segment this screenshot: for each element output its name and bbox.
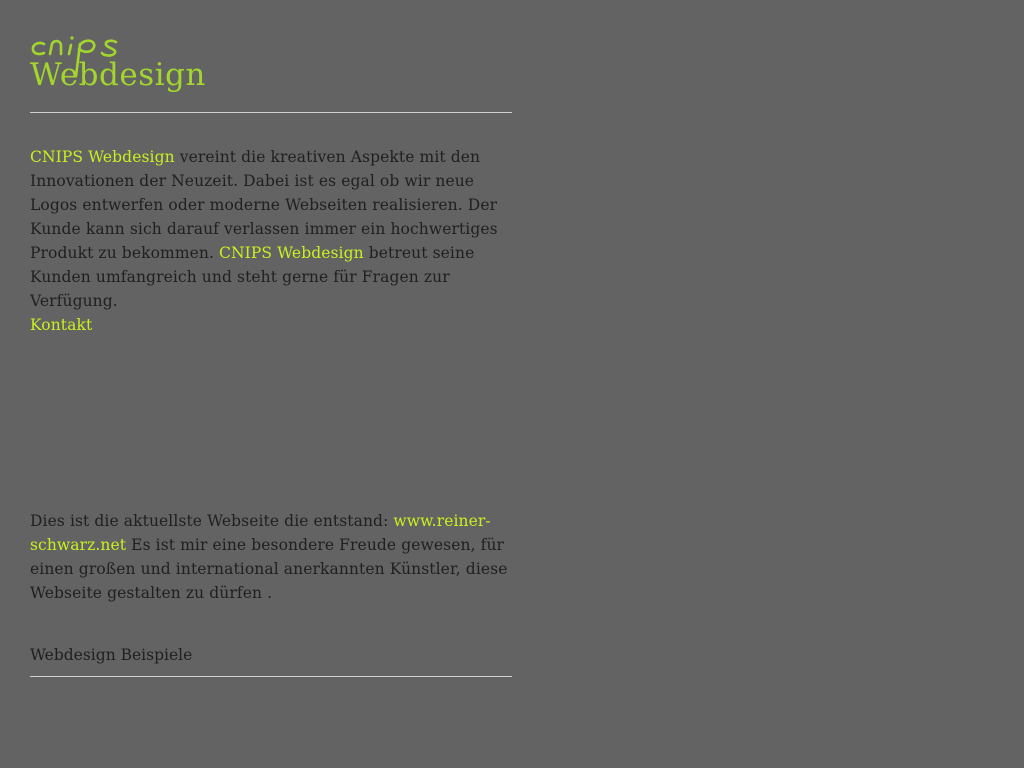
footer-divider <box>30 676 512 677</box>
intro-paragraph <box>30 145 514 337</box>
intro-text-1: vereint die kreativen Aspekte mit den Innovationen der Neuzeit. Dabei ist es egal ob wir neue Logos entwerfen oder moderne Webseiten realisieren. Der Kunde kann sich darauf verlassen immer ein hochwertiges Produkt zu bekommen. <box>30 148 498 262</box>
reiner-schwarz-link[interactable]: www.reiner-schwarz.net <box>30 512 491 554</box>
header-divider <box>30 112 512 113</box>
intro-text-2: betreut seine Kunden umfangreich und steht gerne für Fragen zur Verfügung. <box>30 244 475 310</box>
latest-text-2: Es ist mir eine besondere Freude gewesen, für einen großen und international anerkannten Künstler, diese Webseite gestalten zu dürfen . <box>30 536 508 602</box>
webdesign-examples-heading[interactable]: Webdesign Beispiele <box>30 646 193 664</box>
latest-text-1: Dies ist die aktuellste Webseite die entstand: <box>30 512 394 530</box>
site-logo[interactable] <box>30 28 230 100</box>
brand-link[interactable]: CNIPS Webdesign <box>30 148 175 166</box>
logo-title: Webdesign <box>30 57 206 93</box>
latest-site-paragraph <box>30 509 514 605</box>
contact-link[interactable]: Kontakt <box>30 316 93 334</box>
brand-link-2[interactable]: CNIPS Webdesign <box>219 244 364 262</box>
